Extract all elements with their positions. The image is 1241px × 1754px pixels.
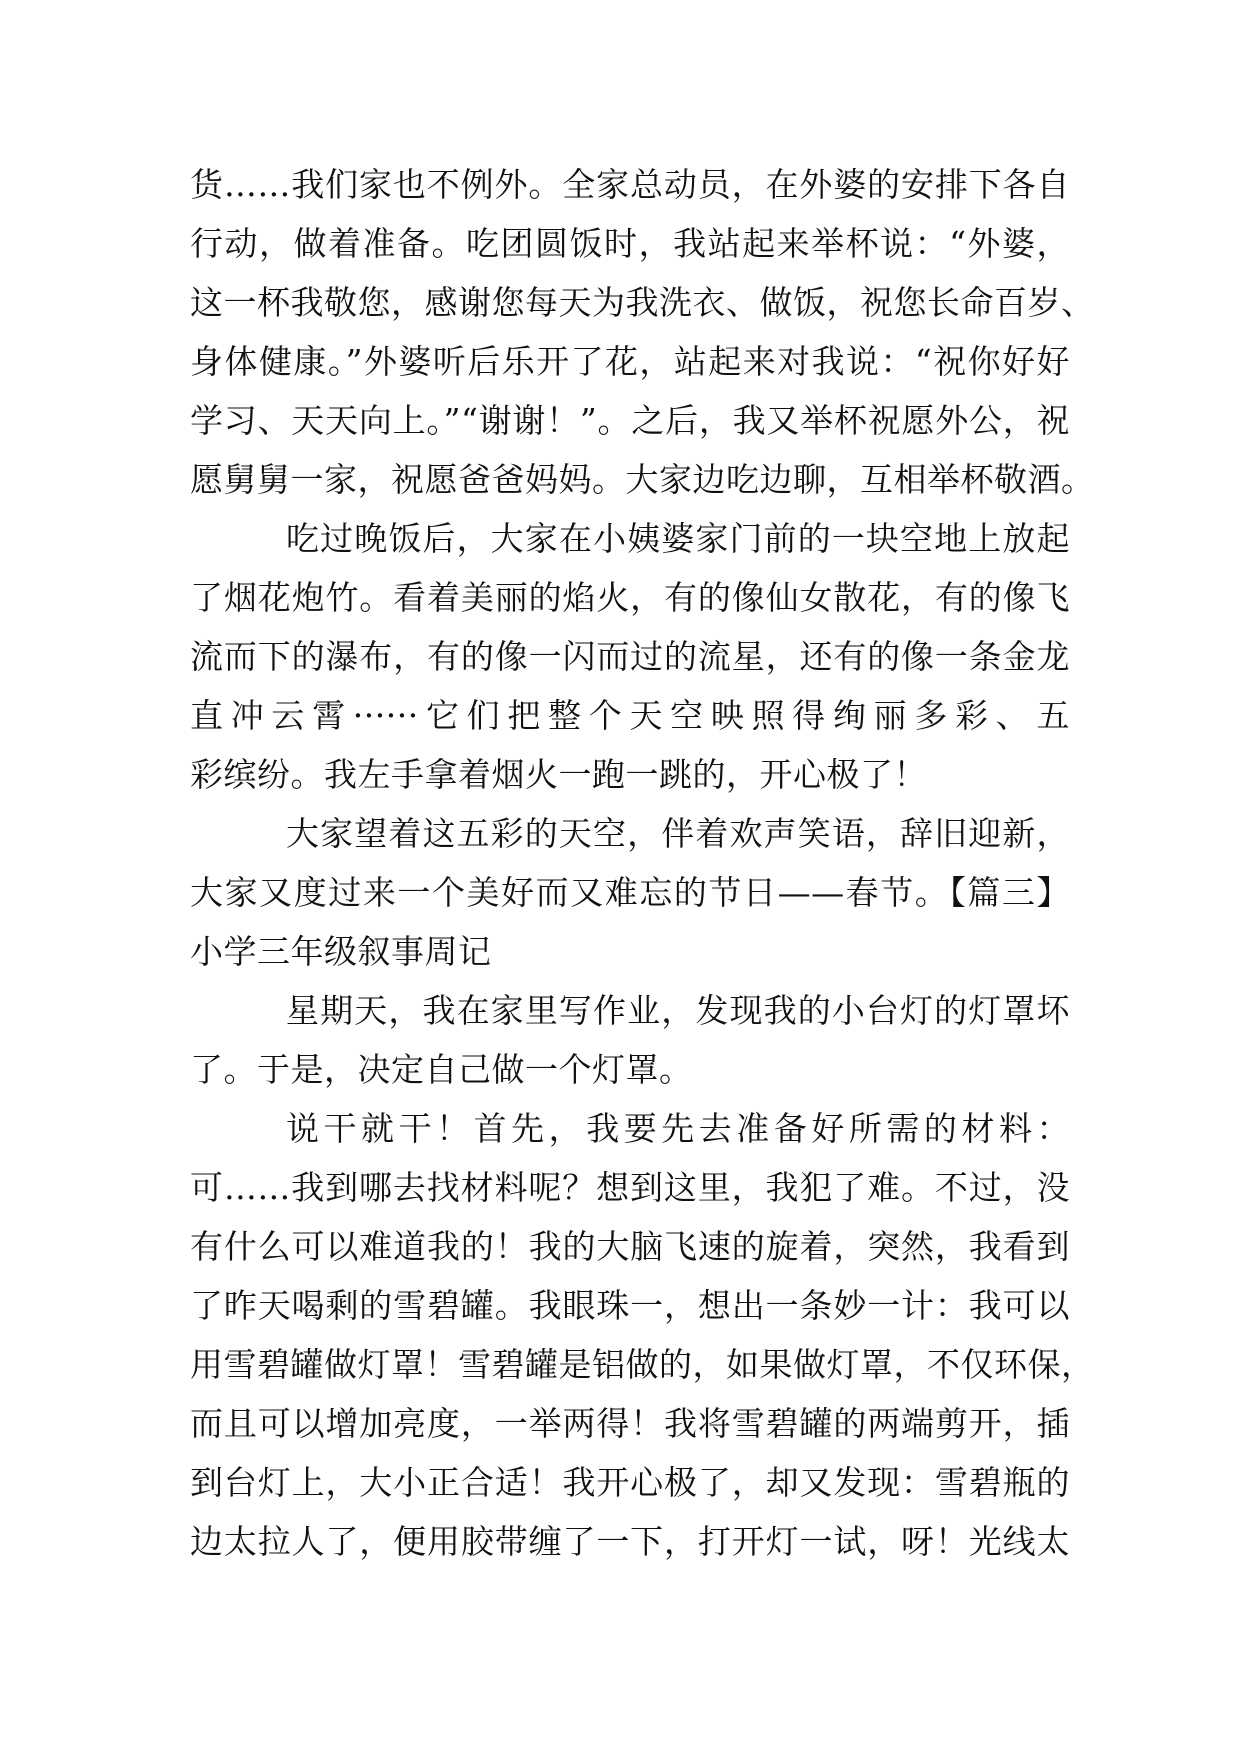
text-line: 流而下的瀑布，有的像一闪而过的流星，还有的像一条金龙 bbox=[190, 637, 1070, 676]
text-line: 而且可以增加亮度，一举两得！我将雪碧罐的两端剪开，插 bbox=[190, 1404, 1070, 1443]
text-line: 大家望着这五彩的天空，伴着欢声笑语，辞旧迎新， bbox=[286, 814, 1070, 853]
text-line: 星期天，我在家里写作业，发现我的小台灯的灯罩坏 bbox=[286, 991, 1070, 1030]
article-body bbox=[190, 155, 1095, 1571]
text-line: 了烟花炮竹。看着美丽的焰火，有的像仙女散花，有的像飞 bbox=[190, 578, 1070, 617]
text-line: 可……我到哪去找材料呢？想到这里，我犯了难。不过，没 bbox=[190, 1168, 1070, 1207]
text-line: 吃过晚饭后，大家在小姨婆家门前的一块空地上放起 bbox=[286, 519, 1070, 558]
text-line: 学习、天天向上。”“谢谢！”。之后，我又举杯祝愿外公，祝 bbox=[190, 401, 1070, 440]
text-line: 了。于是，决定自己做一个灯罩。 bbox=[190, 1050, 693, 1089]
text-line: 这一杯我敬您，感谢您每天为我洗衣、做饭，祝您长命百岁、 bbox=[190, 283, 1095, 322]
text-line: 到台灯上，大小正合适！我开心极了，却又发现：雪碧瓶的 bbox=[190, 1463, 1070, 1502]
text-line: 边太拉人了，便用胶带缠了一下，打开灯一试，呀！光线太 bbox=[190, 1522, 1070, 1561]
text-line: 身体健康。”外婆听后乐开了花，站起来对我说：“祝你好好 bbox=[190, 342, 1070, 381]
text-line: 大家又度过来一个美好而又难忘的节日——春节。【篇三】 bbox=[190, 873, 1070, 912]
text-line: 彩缤纷。我左手拿着烟火一跑一跳的，开心极了！ bbox=[190, 755, 927, 794]
text-line: 用雪碧罐做灯罩！雪碧罐是铝做的，如果做灯罩，不仅环保， bbox=[190, 1345, 1095, 1384]
text-line: 了昨天喝剩的雪碧罐。我眼珠一，想出一条妙一计：我可以 bbox=[190, 1286, 1070, 1325]
text-line: 说干就干！首先，我要先去准备好所需的材料： bbox=[286, 1109, 1070, 1148]
section-title-line: 小学三年级叙事周记 bbox=[190, 932, 492, 971]
text-line: 愿舅舅一家，祝愿爸爸妈妈。大家边吃边聊，互相举杯敬酒。 bbox=[190, 460, 1095, 499]
text-line: 行动，做着准备。吃团圆饭时，我站起来举杯说：“外婆， bbox=[190, 224, 1070, 263]
text-line: 货……我们家也不例外。全家总动员，在外婆的安排下各自 bbox=[190, 165, 1070, 204]
text-line: 有什么可以难道我的！我的大脑飞速的旋着，突然，我看到 bbox=[190, 1227, 1070, 1266]
text-line: 直冲云霄······它们把整个天空映照得绚丽多彩、五 bbox=[190, 696, 1070, 735]
